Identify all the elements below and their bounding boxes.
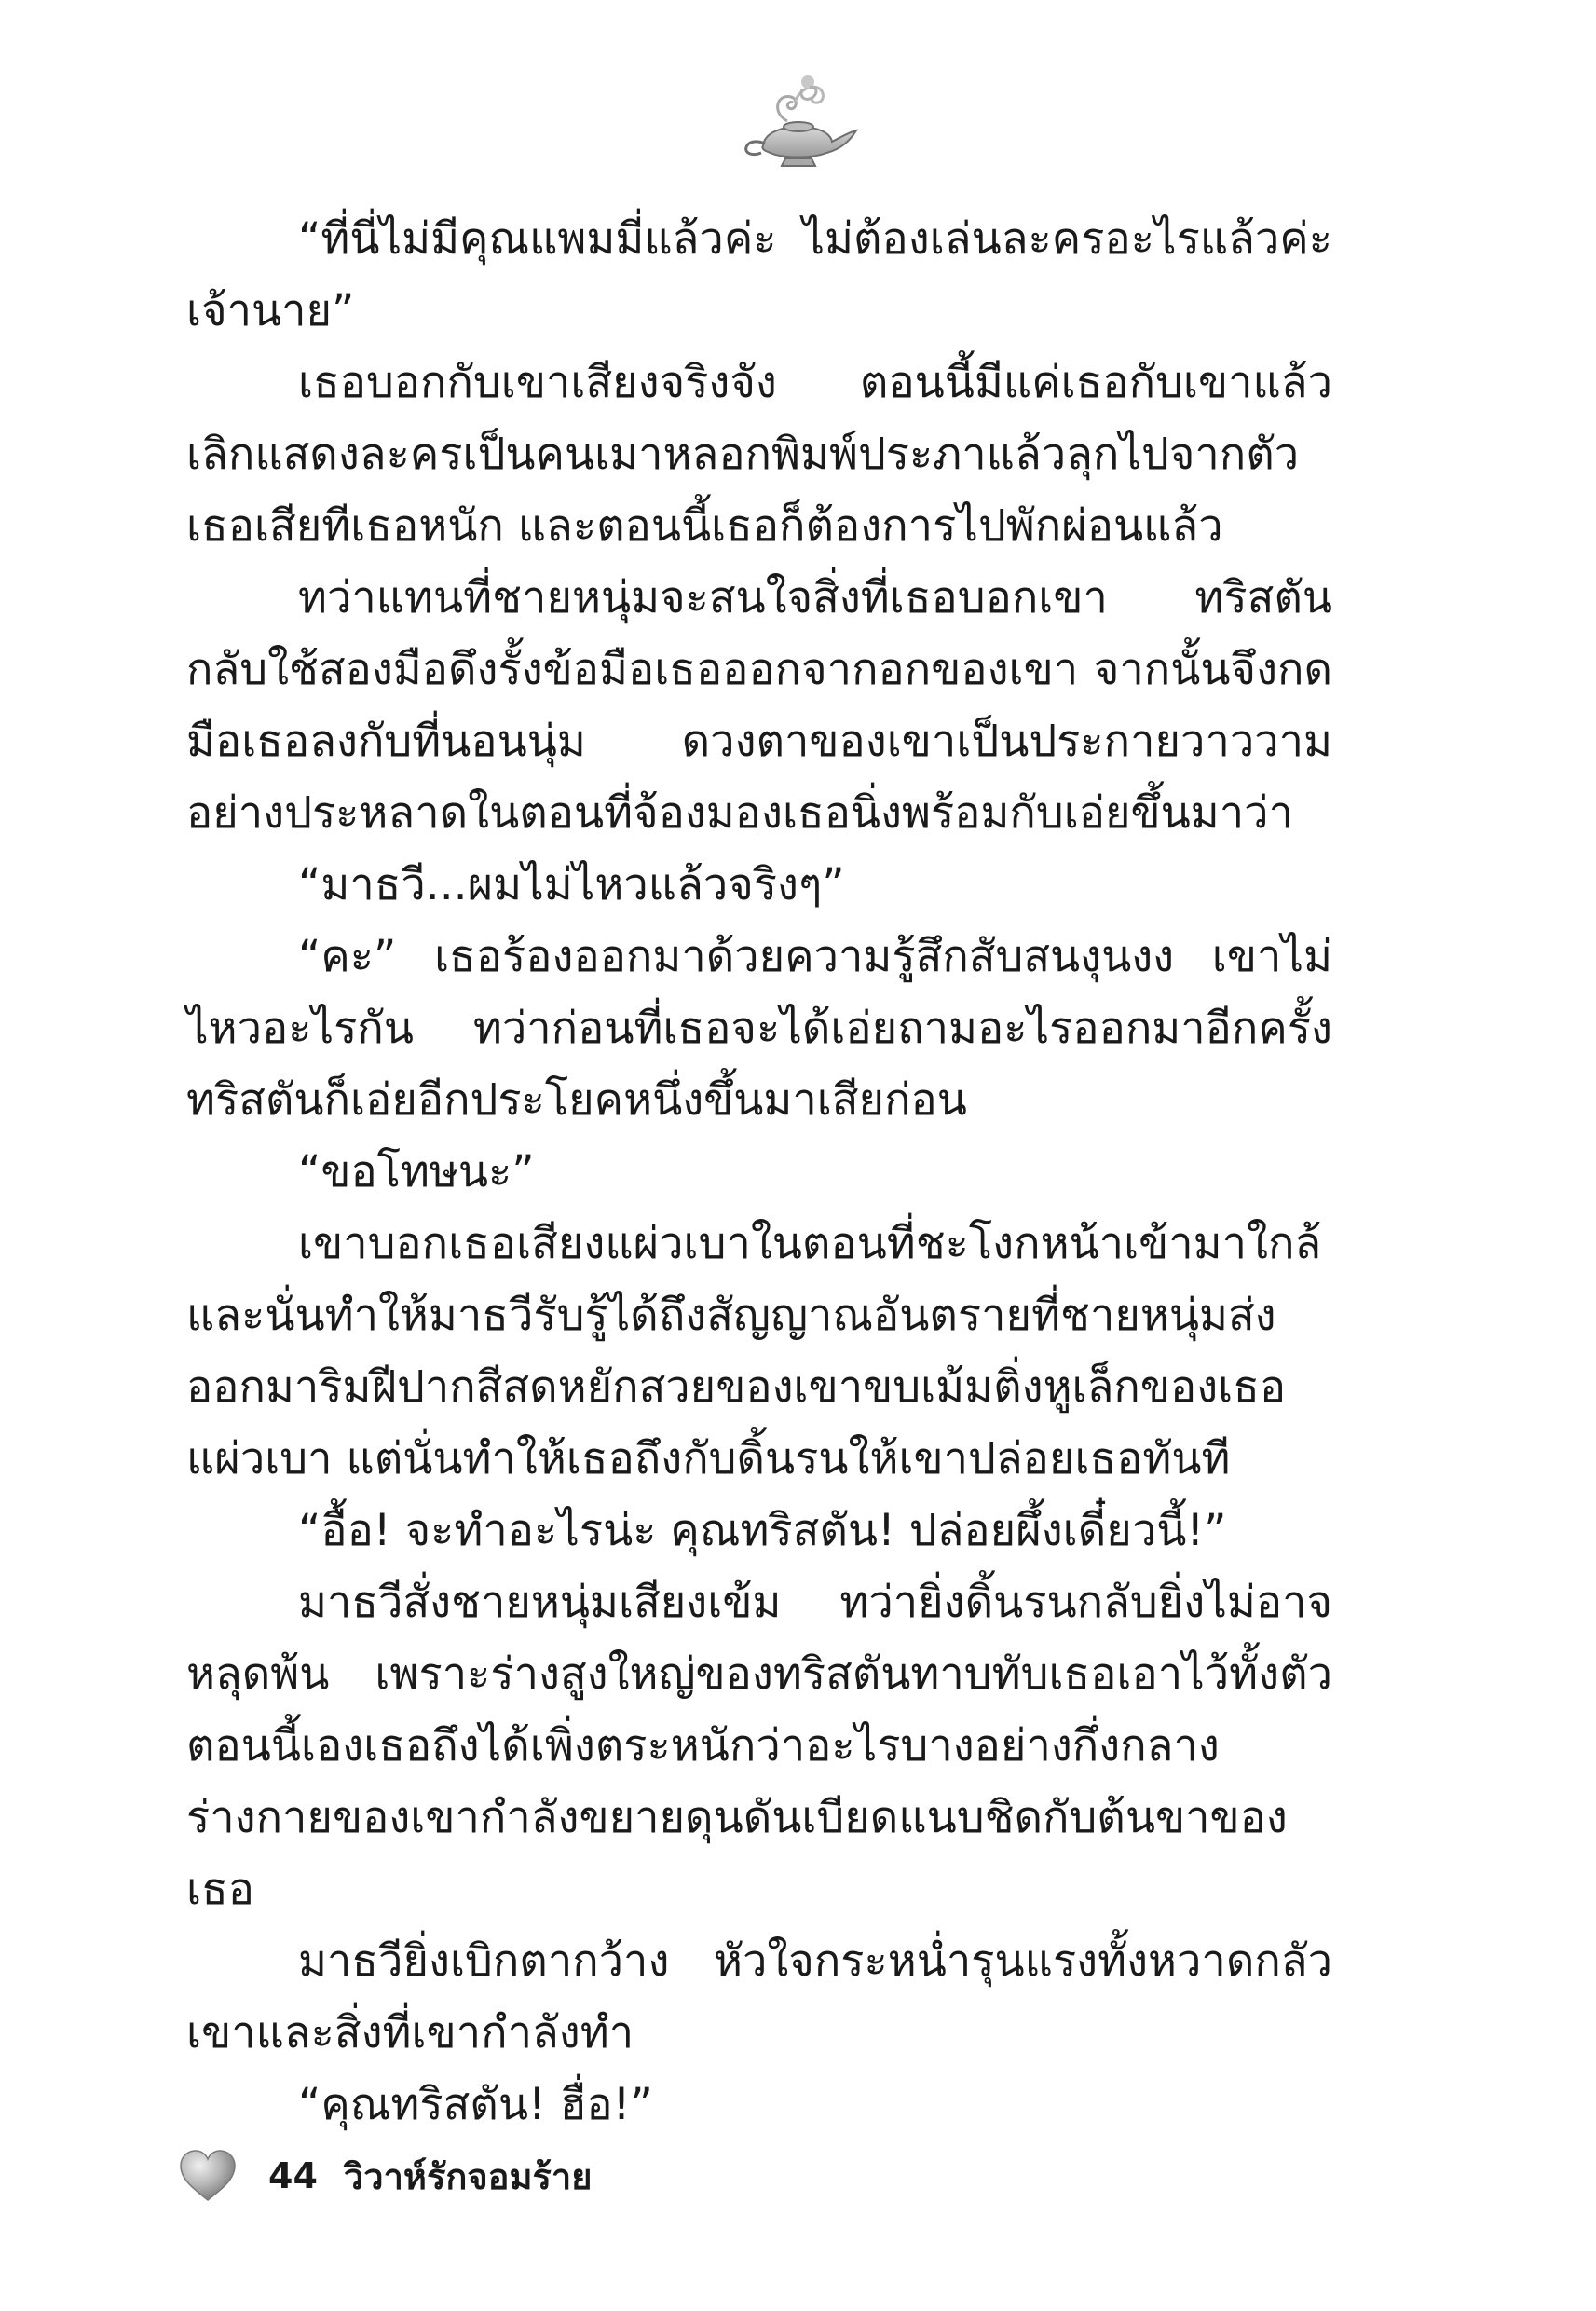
paragraph: “คุณทริสตัน! ฮื่อ!” [298,2079,653,2130]
paragraph: ทว่าแทนที่ชายหนุ่มจะสนใจสิ่งที่เธอบอกเขา ทริสตันกลับใช้สองมือดึงรั้งข้อมือเธอออกจากอกของเขา จากนั้นจึงกดมือเธอลงกับที่นอนนุ่ม ดวงตาของเขาเป็นประกายวาววามอย่างประหลาดในตอนที่จ้องมองเธอนิ่งพร้อมกับเอ่ยขึ้นมาว่า [186,572,1332,839]
chapter-ornament [0,65,1596,186]
paragraph: “มาธวี...ผมไม่ไหวแล้วจริงๆ” [298,859,845,910]
magic-lamp-icon [733,65,864,177]
paragraph: “คะ” เธอร้องออกมาด้วยความรู้สึกสับสนงุนงง เขาไม่ไหวอะไรกัน ทว่าก่อนที่เธอจะได้เอ่ยถามอะไรออกมาอีกครั้ง ทริสตันก็เอ่ยอีกประโยคหนึ่งขึ้นมาเสียก่อน [186,931,1332,1126]
paragraph: “ที่นี่ไม่มีคุณแพมมี่แล้วค่ะ ไม่ต้องเล่นละครอะไรแล้วค่ะเจ้านาย” [186,213,1332,336]
body-text [186,203,1332,2140]
paragraph: เธอบอกกับเขาเสียงจริงจัง ตอนนี้มีแค่เธอกับเขาแล้ว เลิกแสดงละครเป็นคนเมาหลอกพิมพ์ประภาแล้วลุกไปจากตัวเธอเสียทีเธอหนัก และตอนนี้เธอก็ต้องการไปพักผ่อนแล้ว [186,357,1332,552]
page-footer [177,2143,593,2208]
paragraph: เขาบอกเธอเสียงแผ่วเบาในตอนที่ชะโงกหน้าเข้ามาใกล้ และนั่นทำให้มาธวีรับรู้ได้ถึงสัญญาณอันตรายที่ชายหนุ่มส่งออกมาริมฝีปากสีสดหยักสวยของเขาขบเม้มติ่งหูเล็กของเธอแผ่วเบา แต่นั่นทำให้เธอถึงกับดิ้นรนให้เขาปล่อยเธอทันที [186,1218,1322,1484]
paragraph: มาธวียิ่งเบิกตากว้าง หัวใจกระหน่ำรุนแรงทั้งหวาดกลัวเขาและสิ่งที่เขากำลังทำ [186,1935,1332,2058]
paragraph: มาธวีสั่งชายหนุ่มเสียงเข้ม ทว่ายิ่งดิ้นรนกลับยิ่งไม่อาจหลุดพ้น เพราะร่างสูงใหญ่ของทริสตันทาบทับเธอเอาไว้ทั้งตัวตอนนี้เองเธอถึงได้เพิ่งตระหนักว่าอะไรบางอย่างกึ่งกลางร่างกายของเขากำลังขยายดุนดันเบียดแนบชิดกับต้นขาของเธอ [186,1577,1332,1915]
heart-icon [177,2148,239,2204]
paragraph: “ขอโทษนะ” [298,1146,535,1197]
book-title: วิวาห์รักจอมร้าย [343,2155,593,2197]
paragraph: “อื้อ! จะทำอะไรน่ะ คุณทริสตัน! ปล่อยผึ้งเดี๋ยวนี้!” [298,1505,1227,1556]
page-number: 44 [268,2155,318,2196]
